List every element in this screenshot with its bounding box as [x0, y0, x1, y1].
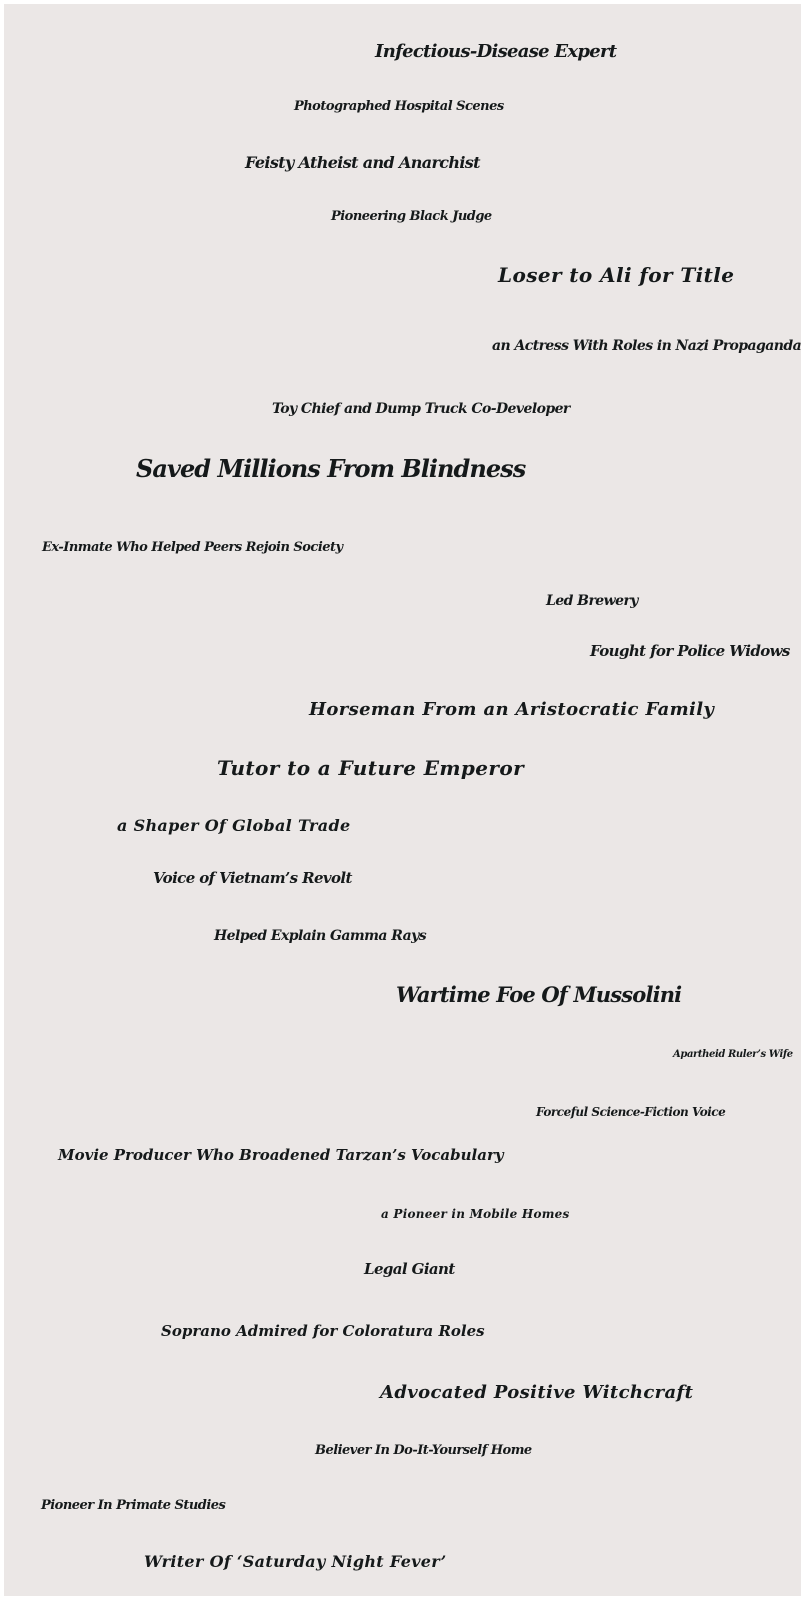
headline: a Pioneer in Mobile Homes: [381, 1207, 570, 1221]
headline: Wartime Foe Of Mussolini: [396, 982, 682, 1007]
headline: Tutor to a Future Emperor: [217, 756, 525, 780]
headline: a Shaper Of Global Trade: [117, 816, 351, 835]
headline: Legal Giant: [364, 1260, 455, 1278]
headline: Photographed Hospital Scenes: [294, 99, 504, 114]
headline: Infectious-Disease Expert: [375, 41, 617, 62]
headline: Feisty Atheist and Anarchist: [245, 153, 480, 172]
headline: Led Brewery: [546, 593, 638, 609]
headline: Saved Millions From Blindness: [136, 454, 526, 483]
headline: Pioneer In Primate Studies: [41, 1498, 226, 1513]
headline: Ex-Inmate Who Helped Peers Rejoin Society: [42, 540, 343, 555]
headline: Pioneering Black Judge: [331, 209, 492, 224]
headline: Movie Producer Who Broadened Tarzan’s Vocabulary: [58, 1146, 504, 1164]
headline: Toy Chief and Dump Truck Co-Developer: [272, 401, 570, 417]
headline: Helped Explain Gamma Rays: [214, 928, 427, 944]
headline: Loser to Ali for Title: [498, 263, 735, 287]
headline-collage: [4, 4, 801, 1596]
headline: Fought for Police Widows: [590, 642, 790, 660]
headline: Apartheid Ruler’s Wife: [673, 1049, 793, 1060]
headline: Believer In Do-It-Yourself Home: [315, 1443, 532, 1458]
headline: Forceful Science-Fiction Voice: [536, 1105, 726, 1119]
headline: Voice of Vietnam’s Revolt: [153, 869, 352, 887]
headline: Writer Of ‘Saturday Night Fever’: [144, 1552, 447, 1571]
headline: Advocated Positive Witchcraft: [380, 1382, 694, 1403]
headline: Soprano Admired for Coloratura Roles: [161, 1322, 485, 1340]
headline: an Actress With Roles in Nazi Propaganda: [492, 338, 801, 354]
headline: Horseman From an Aristocratic Family: [309, 699, 715, 720]
